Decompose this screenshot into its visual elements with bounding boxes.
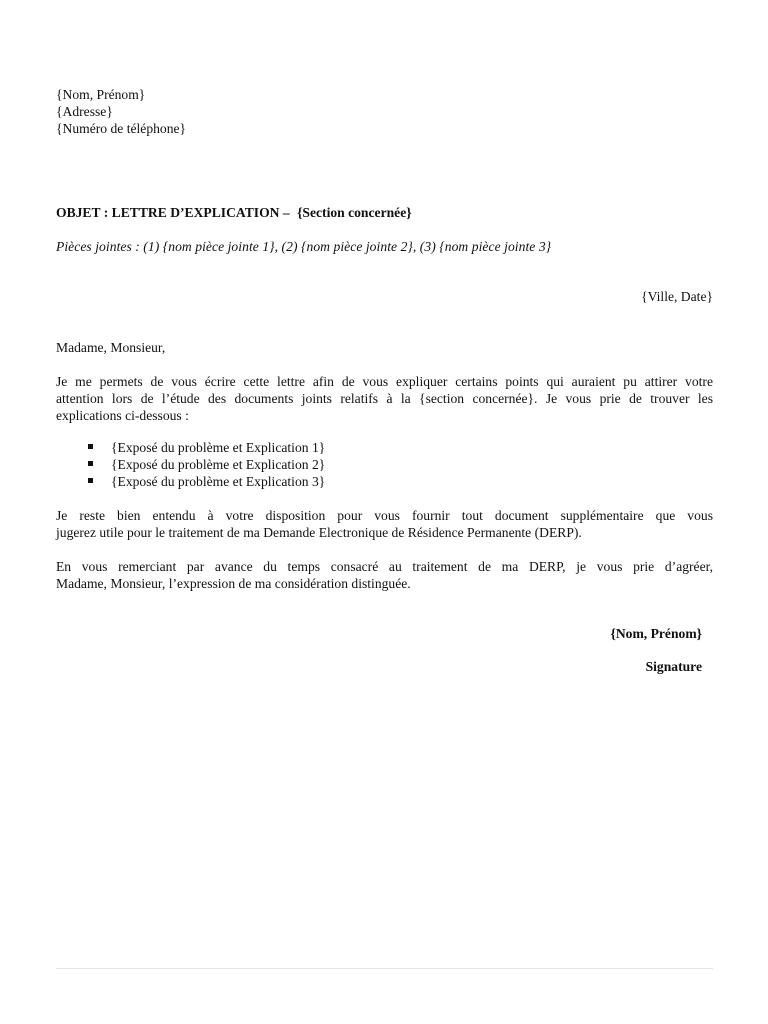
paragraph-intro-line-1: Je me permets de vous écrire cette lettre afin de vous expliquer certains points qui auraient pu attirer votre xyxy=(56,374,713,389)
paragraph-availability-line-1: Je reste bien entendu à votre disposition pour vous fournir tout document supplémentaire que vous xyxy=(56,508,713,523)
list-item-text: {Exposé du problème et Explication 3} xyxy=(111,474,326,489)
list-item-text: {Exposé du problème et Explication 2} xyxy=(111,457,326,472)
salutation: Madame, Monsieur, xyxy=(56,340,166,355)
subject-lead: OBJET : LETTRE D’EXPLICATION – xyxy=(56,205,290,220)
sender-name: {Nom, Prénom} xyxy=(56,87,146,102)
sender-block xyxy=(56,86,713,137)
signature-label: Signature xyxy=(645,659,702,674)
list-item xyxy=(86,473,686,490)
list-item xyxy=(86,456,686,473)
list-item-text: {Exposé du problème et Explication 1} xyxy=(111,440,326,455)
paragraph-availability xyxy=(56,507,713,541)
square-bullet-icon xyxy=(88,444,93,449)
paragraph-closing-line-1: En vous remerciant par avance du temps consacré au traitement de ma DERP, je vous prie d’agréer, xyxy=(56,559,713,574)
paragraph-intro xyxy=(56,373,713,424)
sender-address: {Adresse} xyxy=(56,104,113,119)
paragraph-intro-line-3: explications ci-dessous : xyxy=(56,408,189,423)
paragraph-closing xyxy=(56,558,713,592)
footer-divider xyxy=(56,968,713,969)
paragraph-intro-line-2: attention lors de l’étude des documents joints relatifs à la {section concernée}. Je vous prie de trouver les xyxy=(56,391,713,406)
signature-name: {Nom, Prénom} xyxy=(610,626,702,641)
square-bullet-icon xyxy=(88,478,93,483)
subject-line xyxy=(56,204,713,221)
place-date: {Ville, Date} xyxy=(641,289,713,304)
attachments-line: Pièces jointes : (1) {nom pièce jointe 1}, (2) {nom pièce jointe 2}, (3) {nom pièce jointe 3} xyxy=(56,239,552,254)
square-bullet-icon xyxy=(88,461,93,466)
list-item xyxy=(86,439,686,456)
sender-phone: {Numéro de téléphone} xyxy=(56,121,187,136)
subject-section: {Section concernée} xyxy=(297,205,412,220)
paragraph-availability-line-2: jugerez utile pour le traitement de ma Demande Electronique de Résidence Permanente (DERP). xyxy=(56,525,582,540)
explanation-list xyxy=(86,439,686,490)
paragraph-closing-line-2: Madame, Monsieur, l’expression de ma considération distinguée. xyxy=(56,576,411,591)
